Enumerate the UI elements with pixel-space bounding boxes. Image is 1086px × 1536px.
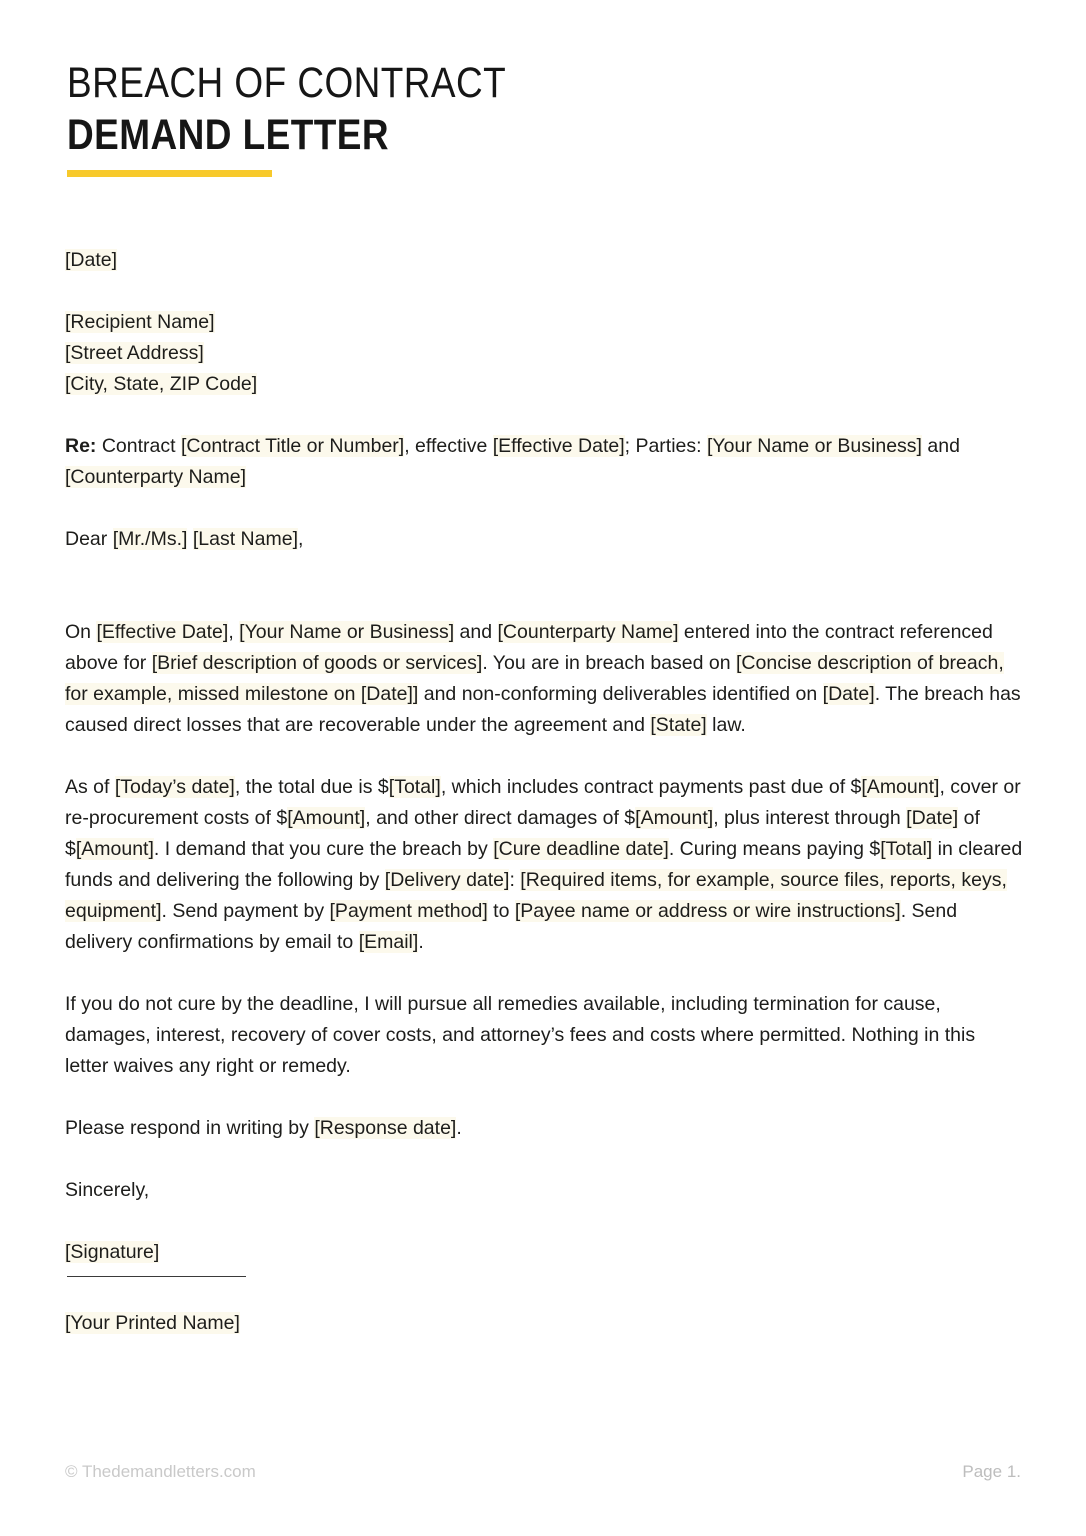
title-accent-bar <box>67 170 272 177</box>
counterparty-name-placeholder: [Counterparty Name] <box>65 466 246 488</box>
date-block <box>65 245 1023 276</box>
paragraph-remedies: If you do not cure by the deadline, I will pursue all remedies available, including termination for cause, damages, interest, recovery of cover costs, and attorney’s fees and costs where permitted. Nothing in this letter waives any right or remedy. <box>65 993 976 1077</box>
p2-amount-placeholder-1: [Amount] <box>861 776 940 798</box>
recipient-city-state-zip-placeholder: [City, State, ZIP Code] <box>65 373 258 395</box>
p2-email-placeholder: [Email] <box>358 931 419 953</box>
p2-text-6: , plus interest through <box>713 807 907 829</box>
document-header <box>67 59 967 159</box>
recipient-street-placeholder: [Street Address] <box>65 342 204 364</box>
spacer <box>65 586 1023 617</box>
re-text-4: and <box>921 435 960 457</box>
contract-title-placeholder: [Contract Title or Number] <box>180 435 405 457</box>
p2-text-7: of $ <box>65 807 980 860</box>
page-footer <box>65 1462 1021 1482</box>
footer-page-number: Page 1. <box>962 1462 1021 1481</box>
closing-salutation: Sincerely, <box>65 1179 150 1201</box>
p1-text-5: . You are in breach based on <box>482 652 737 674</box>
printed-name-placeholder: [Your Printed Name] <box>65 1312 240 1334</box>
p1-text-4: entered into the contract referenced above for <box>65 621 993 674</box>
p1-text-8: law. <box>706 714 746 736</box>
p4-text-2: . <box>456 1117 462 1139</box>
page-title-line-2: DEMAND LETTER <box>67 111 389 159</box>
p2-text-5: , and other direct damages of $ <box>365 807 636 829</box>
p2-text-13: to <box>487 900 515 922</box>
p2-text-14: . Send delivery confirmations by email to <box>65 900 958 953</box>
salutation-text-2: , <box>298 528 304 550</box>
salutation-text-1: Dear <box>65 528 113 550</box>
p2-date-placeholder: [Date] <box>906 807 959 829</box>
p1-goods-services-placeholder: [Brief description of goods or services] <box>151 652 483 674</box>
letter-body <box>65 245 1023 1339</box>
p2-text-11: : <box>509 869 521 891</box>
p2-text-12: . Send payment by <box>161 900 330 922</box>
p1-text-2: , <box>228 621 240 643</box>
p1-counterparty-placeholder: [Counterparty Name] <box>497 621 679 643</box>
your-name-placeholder: [Your Name or Business] <box>707 435 922 457</box>
p2-text-1: As of <box>65 776 115 798</box>
spacer <box>65 400 1023 431</box>
signature-placeholder: [Signature] <box>65 1241 160 1263</box>
p1-effective-date-placeholder: [Effective Date] <box>96 621 229 643</box>
salutation <box>65 524 1023 555</box>
p2-today-date-placeholder: [Today’s date] <box>114 776 235 798</box>
p2-total-placeholder-2: [Total] <box>880 838 933 860</box>
effective-date-placeholder: [Effective Date] <box>492 435 625 457</box>
p1-your-name-placeholder: [Your Name or Business] <box>239 621 455 643</box>
p4-response-date-placeholder: [Response date] <box>314 1117 457 1139</box>
p1-date-placeholder: [Date] <box>822 683 875 705</box>
p2-cure-deadline-placeholder: [Cure deadline date] <box>493 838 669 860</box>
signature-block <box>65 1237 1023 1277</box>
re-label: Re: <box>65 435 97 457</box>
p2-payment-method-placeholder: [Payment method] <box>329 900 488 922</box>
p2-amount-placeholder-3: [Amount] <box>635 807 714 829</box>
recipient-name-placeholder: [Recipient Name] <box>65 311 215 333</box>
footer-copyright: © Thedemandletters.com <box>65 1462 256 1481</box>
paragraph-amounts-and-cure <box>65 772 1023 958</box>
re-text-1: Contract <box>96 435 181 457</box>
last-name-placeholder: [Last Name] <box>192 528 298 550</box>
recipient-address-block <box>65 307 1023 400</box>
p1-text-6: and non-conforming deliverables identified on <box>418 683 823 705</box>
page-title-line-1: BREACH OF CONTRACT <box>67 59 507 107</box>
p2-payee-placeholder: [Payee name or address or wire instructions] <box>514 900 901 922</box>
salutation-title-placeholder: [Mr./Ms.] <box>112 528 188 550</box>
p2-text-9: . Curing means paying $ <box>668 838 881 860</box>
p1-text-3: and <box>454 621 498 643</box>
spacer <box>65 1277 1023 1308</box>
p1-state-placeholder: [State] <box>650 714 707 736</box>
re-line <box>65 431 1023 493</box>
p2-text-3: , which includes contract payments past due of $ <box>440 776 862 798</box>
p2-text-8: . I demand that you cure the breach by <box>153 838 494 860</box>
re-text-2: , effective <box>404 435 493 457</box>
p2-amount-placeholder-2: [Amount] <box>287 807 366 829</box>
p1-text-1: On <box>65 621 97 643</box>
p2-text-15: . <box>418 931 424 953</box>
re-text-3: ; Parties: <box>624 435 707 457</box>
p2-text-2: , the total due is $ <box>234 776 389 798</box>
p2-amount-placeholder-4: [Amount] <box>75 838 154 860</box>
p4-text-1: Please respond in writing by <box>65 1117 315 1139</box>
spacer <box>65 276 1023 307</box>
p2-text-4: , cover or re-procurement costs of $ <box>65 776 1021 829</box>
p1-text-7: . The breach has caused direct losses that are recoverable under the agreement and <box>65 683 1021 736</box>
paragraph-breach-description <box>65 617 1023 741</box>
p2-text-10: in cleared funds and delivering the following by <box>65 838 1023 891</box>
p2-delivery-date-placeholder: [Delivery date] <box>384 869 510 891</box>
p2-required-items-placeholder: [Required items, for example, source files, reports, keys, equipment] <box>65 869 1007 922</box>
p1-breach-description-placeholder: [Concise description of breach, for example, missed milestone on [Date]] <box>65 652 1004 705</box>
date-placeholder: [Date] <box>65 249 118 271</box>
printed-name-block <box>65 1308 1023 1339</box>
paragraph-response-request <box>65 1113 1023 1144</box>
p2-total-placeholder: [Total] <box>388 776 441 798</box>
